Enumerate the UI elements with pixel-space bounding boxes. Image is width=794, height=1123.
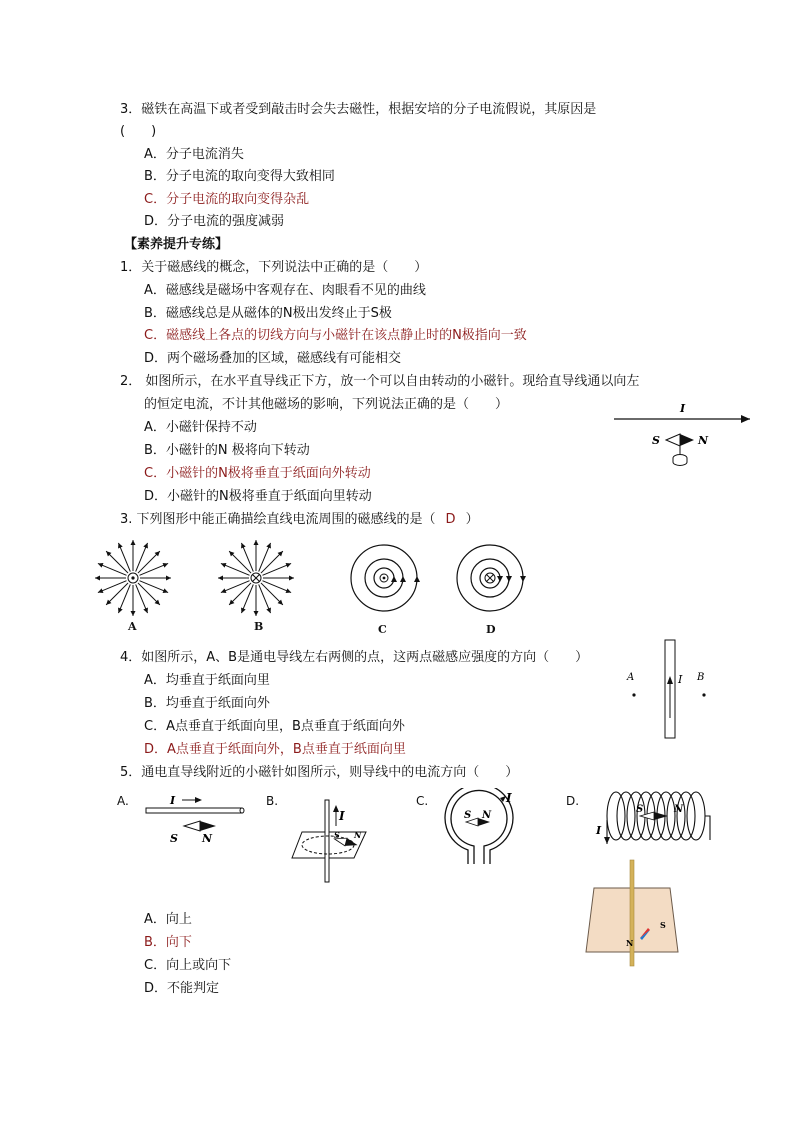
svg-text:N: N [354, 830, 362, 840]
q4-b-label: B [697, 672, 705, 683]
svg-text:S: S [334, 830, 340, 840]
q3a-stem: 3．磁铁在高温下或者受到敲击时会失去磁性，根据安培的分子电流假说，其原因是 [120, 102, 597, 117]
q3b-label-d: D [486, 623, 496, 636]
q3a-option-b: B．分子电流的取向变得大致相同 [144, 169, 335, 184]
q5-figure-a [140, 790, 250, 850]
svg-text:I: I [596, 824, 602, 837]
svg-text:S: S [660, 920, 666, 930]
svg-text:I: I [506, 791, 512, 805]
svg-text:I: I [339, 809, 345, 823]
q5-fig-label-b: B. [266, 794, 279, 808]
q2-option-d: D．小磁针的N极将垂直于纸面向里转动 [144, 489, 372, 504]
q2-s-label: S [652, 434, 660, 447]
q3a-option-c: C．分子电流的取向变得杂乱 [144, 192, 310, 207]
q4-option-b: B．均垂直于纸面向外 [144, 696, 270, 711]
q5-stem: 5．通电直导线附近的小磁针如图所示，则导线中的电流方向（ ） [120, 765, 519, 780]
q1-option-c: C．磁感线上各点的切线方向与小磁针在该点静止时的N极指向一致 [144, 328, 527, 343]
q2-option-a: A．小磁针保持不动 [144, 420, 257, 435]
q2-option-b: B．小磁针的N 极将向下转动 [144, 443, 310, 458]
q3b-label-a: A [128, 620, 137, 633]
q5-option-b: B．向下 [144, 935, 192, 950]
q5-figure-b [290, 798, 370, 884]
q2-current-label: I [680, 402, 686, 415]
q3a-option-d: D．分子电流的强度减弱 [144, 214, 285, 229]
q3b-figure-c [346, 540, 422, 620]
q1-option-a: A．磁感线是磁场中客观存在、肉眼看不见的曲线 [144, 283, 426, 298]
svg-text:N: N [626, 938, 634, 948]
q5-option-d: D．不能判定 [144, 981, 220, 996]
q4-option-c: C．A点垂直于纸面向里，B点垂直于纸面向外 [144, 719, 405, 734]
q5-fig-label-a: A. [117, 794, 129, 808]
q1-option-b: B．磁感线总是从磁体的N极出发终止于S极 [144, 306, 392, 321]
q4-i-label: I [678, 673, 683, 686]
svg-text:N: N [674, 804, 684, 815]
q2-stem-2: 的恒定电流，不计其他磁场的影响，下列说法正确的是（ ） [144, 397, 509, 412]
q3a-stem-2: ( ) [120, 124, 157, 139]
q3b-label-c: C [378, 623, 387, 636]
svg-text:N: N [482, 810, 492, 821]
q3a-option-a: A．分子电流消失 [144, 147, 244, 162]
q5-fig-label-c: C. [416, 794, 429, 808]
q3b-stem-text: 3. 下列图形中能正确描绘直线电流周围的磁感线的是（ [120, 512, 436, 527]
svg-text:I: I [170, 794, 176, 807]
q5-option-a: A．向上 [144, 912, 192, 927]
q3b-label-b: B [254, 620, 264, 633]
q5-board-figure [584, 858, 680, 970]
svg-text:S: S [170, 832, 178, 845]
q1-option-d: D．两个磁场叠加的区域，磁感线有可能相交 [144, 351, 402, 366]
svg-text:N: N [202, 832, 213, 845]
q3b-answer: D [445, 512, 456, 527]
q4-option-d: D．A点垂直于纸面向外，B点垂直于纸面向里 [144, 742, 406, 757]
q2-stem: 2． 如图所示，在水平直导线正下方，放一个可以自由转动的小磁针。现给直导线通以向左 [120, 374, 640, 389]
q1-stem: 1．关于磁感线的概念，下列说法中正确的是（ ） [120, 260, 428, 275]
q5-fig-label-d: D. [566, 794, 580, 808]
q2-figure [610, 400, 755, 470]
q2-option-c: C．小磁针的N极将垂直于纸面向外转动 [144, 466, 371, 481]
q4-a-label: A [627, 672, 635, 683]
svg-text:S: S [636, 804, 644, 815]
q2-n-label: N [698, 434, 709, 447]
q3b-figure-d [452, 540, 528, 620]
q4-figure [615, 638, 725, 742]
q3b-stem-end: ） [465, 512, 479, 527]
svg-text:S: S [464, 810, 472, 821]
q5-option-c: C．向上或向下 [144, 958, 232, 973]
q5-figure-c [440, 788, 524, 868]
q4-stem: 4．如图所示，A、B是通电导线左右两侧的点，这两点磁感应强度的方向（ ） [120, 650, 589, 665]
section-title: 【素养提升专练】 [124, 237, 229, 252]
q4-option-a: A．均垂直于纸面向里 [144, 673, 270, 688]
q3b-stem [120, 511, 479, 529]
q5-figure-d [592, 786, 722, 850]
